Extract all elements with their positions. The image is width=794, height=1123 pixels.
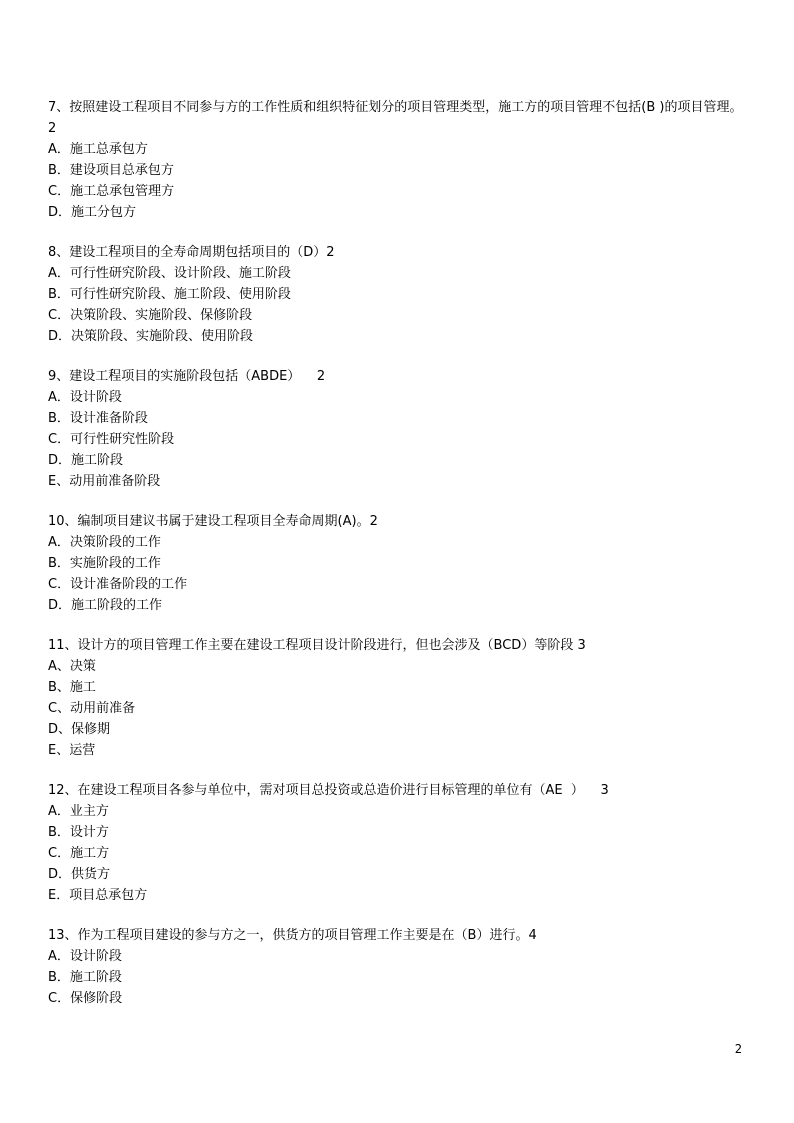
option-c: C．施工总承包管理方	[48, 184, 175, 199]
option-d: D．供货方	[48, 867, 111, 882]
page-number: 2	[734, 1042, 742, 1056]
option-d: D．施工阶段的工作	[48, 598, 163, 613]
option-a: A．可行性研究阶段、设计阶段、施工阶段	[48, 266, 291, 281]
option-c: C．保修阶段	[48, 991, 123, 1006]
option-c: C、动用前准备	[48, 701, 136, 716]
option-c: C．施工方	[48, 846, 110, 861]
question-11	[48, 635, 748, 761]
question-text: 10、编制项目建议书属于建设工程项目全寿命周期(A)。2	[48, 514, 378, 529]
option-a: A．设计阶段	[48, 949, 122, 964]
option-d: D．施工分包方	[48, 205, 137, 220]
question-text: 9、建设工程项目的实施阶段包括（ABDE） 2	[48, 369, 326, 384]
question-10	[48, 511, 748, 616]
option-e: E、动用前准备阶段	[48, 474, 161, 489]
option-a: A．施工总承包方	[48, 142, 148, 157]
option-e: E．项目总承包方	[48, 888, 148, 903]
question-text: 12、在建设工程项目各参与单位中，需对项目总投资或总造价进行目标管理的单位有（AE ） 3	[48, 783, 609, 798]
option-b: B．设计准备阶段	[48, 411, 148, 426]
question-text: 13、作为工程项目建设的参与方之一，供货方的项目管理工作主要是在（B）进行。4	[48, 928, 537, 943]
question-text: 7、按照建设工程项目不同参与方的工作性质和组织特征划分的项目管理类型，施工方的项目管理不包括(B )的项目管理。2	[48, 100, 743, 136]
option-b: B．可行性研究阶段、施工阶段、使用阶段	[48, 287, 291, 302]
option-b: B．建设项目总承包方	[48, 163, 174, 178]
option-c: C．决策阶段、实施阶段、保修阶段	[48, 308, 253, 323]
option-a: A．业主方	[48, 804, 109, 819]
option-c: C．可行性研究性阶段	[48, 432, 175, 447]
option-d: D、保修期	[48, 722, 111, 737]
question-text: 8、建设工程项目的全寿命周期包括项目的（D）2	[48, 245, 335, 260]
option-d: D．决策阶段、实施阶段、使用阶段	[48, 329, 254, 344]
option-c: C．设计准备阶段的工作	[48, 577, 188, 592]
question-8	[48, 242, 748, 347]
question-13	[48, 925, 748, 1009]
option-b: B．施工阶段	[48, 970, 122, 985]
option-a: A、决策	[48, 659, 96, 674]
option-b: B．设计方	[48, 825, 109, 840]
question-9	[48, 366, 748, 492]
option-a: A．设计阶段	[48, 390, 122, 405]
option-b: B．实施阶段的工作	[48, 556, 161, 571]
question-7	[48, 97, 748, 223]
question-text: 11、设计方的项目管理工作主要在建设工程项目设计阶段进行，但也会涉及（BCD）等阶段 3	[48, 638, 586, 653]
option-b: B、施工	[48, 680, 96, 695]
question-12	[48, 780, 748, 906]
option-d: D．施工阶段	[48, 453, 124, 468]
document-body	[48, 97, 748, 1028]
option-a: A．决策阶段的工作	[48, 535, 161, 550]
option-e: E、运营	[48, 743, 96, 758]
